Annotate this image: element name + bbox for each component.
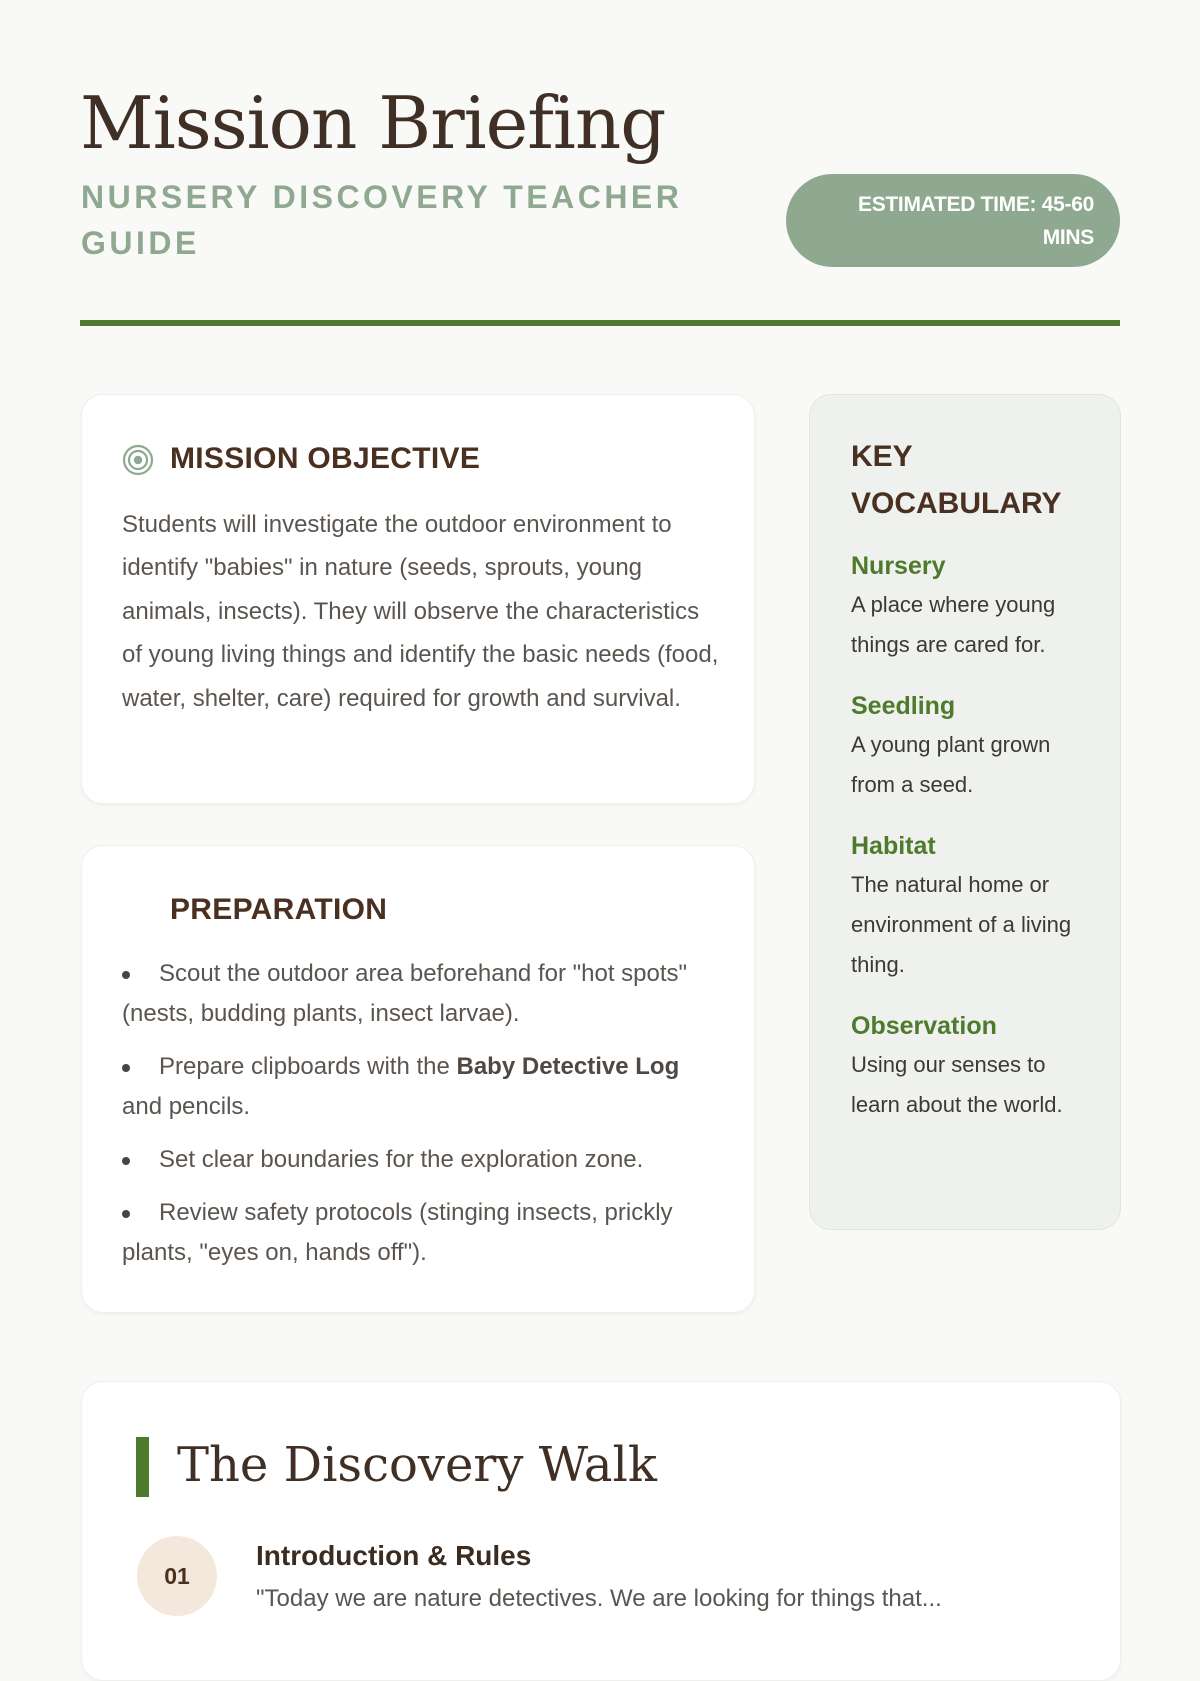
- key-vocabulary-card: [809, 394, 1121, 1230]
- step-text: "Today we are nature detectives. We are looking for things that...: [256, 1585, 942, 1612]
- key-vocabulary-heading: KEY VOCABULARY: [851, 440, 1062, 520]
- section-accent-bar: [136, 1437, 149, 1497]
- vocabulary-list: [851, 549, 1096, 1149]
- page-subtitle: NURSERY DISCOVERY TEACHER GUIDE: [81, 179, 683, 261]
- vocabulary-definition: A young plant grown from a seed.: [851, 732, 1051, 797]
- vocabulary-term: Habitat: [851, 832, 936, 860]
- preparation-item: Scout the outdoor area beforehand for "hot spots" (nests, budding plants, insect larvae).: [122, 954, 722, 1034]
- vocabulary-definition: A place where young things are cared for.: [851, 592, 1056, 657]
- vocabulary-term: Seedling: [851, 692, 956, 720]
- mission-objective-text: Students will investigate the outdoor environment to identify "babies" in nature (seeds, sprouts, young animals, insects). They will observe the characteristics of young living things and identify the basic needs (food, water, shelter, care) required for growth and survival.: [122, 511, 719, 712]
- step-title: Introduction & Rules: [256, 1540, 532, 1571]
- step-number-badge: 01: [137, 1536, 217, 1616]
- preparation-item: Review safety protocols (stinging insects, prickly plants, "eyes on, hands off").: [122, 1193, 722, 1273]
- vocabulary-entry: [851, 689, 1096, 805]
- header-divider: [80, 320, 1120, 326]
- vocabulary-entry: [851, 1009, 1096, 1125]
- preparation-list: [122, 954, 722, 1286]
- vocabulary-term: Observation: [851, 1012, 997, 1040]
- vocabulary-definition: The natural home or environment of a living thing.: [851, 872, 1072, 977]
- target-icon: [122, 444, 154, 476]
- page-title: Mission Briefing: [80, 81, 666, 165]
- preparation-item-text: and pencils.: [122, 1093, 251, 1120]
- preparation-item-text: Prepare clipboards with the: [159, 1053, 457, 1080]
- vocabulary-entry: [851, 549, 1096, 665]
- preparation-item: [122, 1047, 722, 1127]
- vocabulary-definition: Using our senses to learn about the world.: [851, 1052, 1063, 1117]
- preparation-card: [81, 845, 755, 1313]
- preparation-heading: PREPARATION: [170, 893, 388, 926]
- vocabulary-entry: [851, 829, 1096, 985]
- preparation-item: Set clear boundaries for the exploration zone.: [122, 1140, 722, 1180]
- discovery-walk-title: The Discovery Walk: [177, 1437, 657, 1493]
- mission-objective-card: [81, 394, 755, 804]
- vocabulary-term: Nursery: [851, 552, 946, 580]
- baby-detective-log-emphasis: Baby Detective Log: [456, 1053, 680, 1080]
- mission-objective-heading: MISSION OBJECTIVE: [170, 442, 481, 475]
- discovery-walk-card: [81, 1381, 1121, 1681]
- estimated-time-badge: ESTIMATED TIME: 45-60 MINS: [786, 174, 1120, 267]
